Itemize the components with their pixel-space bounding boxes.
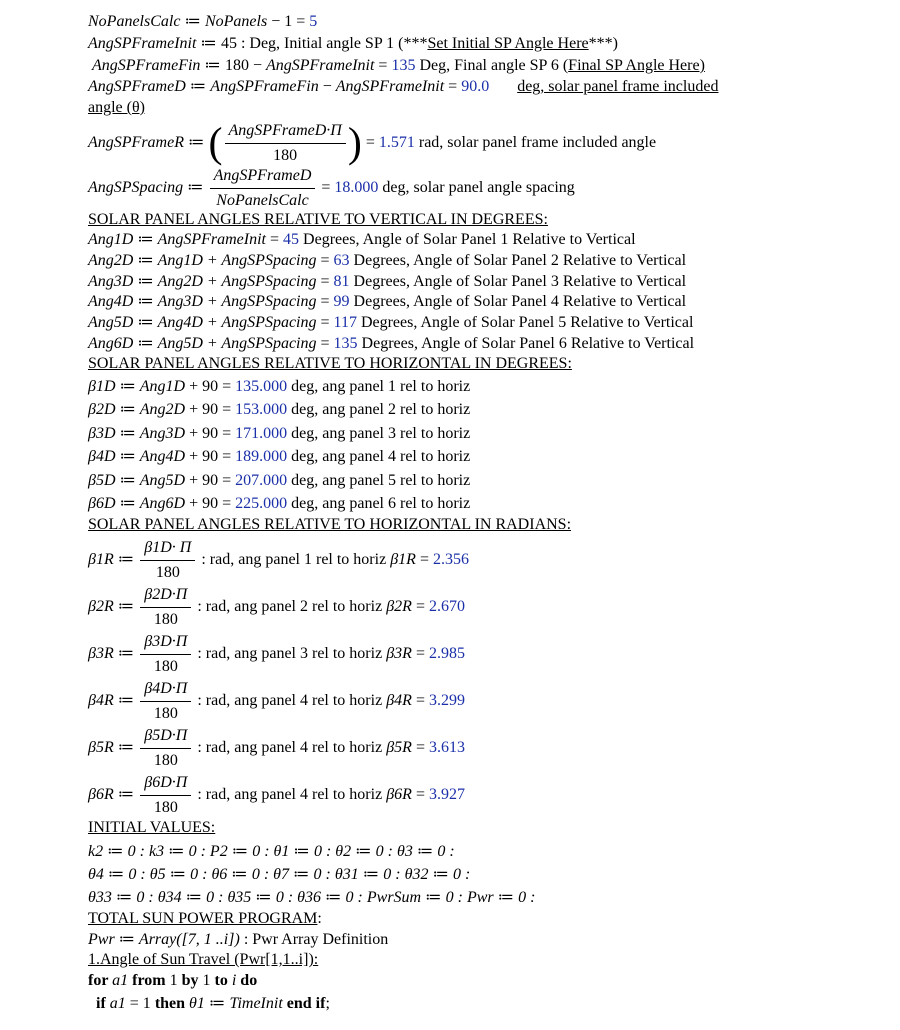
horiz-deg-row: β6D ≔ Ang6D + 90 = 225.000 deg, ang panel 6 rel to horiz	[88, 495, 471, 512]
vert-row: Ang6D ≔ Ang5D + AngSPSpacing = 135 Degrees, Angle of Solar Panel 6 Relative to Vertical	[88, 335, 695, 352]
horiz-deg-row: β3D ≔ Ang3D + 90 = 171.000 deg, ang panel 3 rel to horiz	[88, 425, 471, 442]
horiz-rad-row: β1R ≔ $\frac{\beta 1D\cdot \Pi}{180}$ : rad, ang panel 1 rel to horiz β1R = 2.356	[88, 539, 469, 581]
heading-horizontal-degrees: SOLAR PANEL ANGLES RELATIVE TO HORIZONTAL IN DEGREES:	[88, 355, 572, 372]
horiz-rad-row: β3R ≔ $\frac{\beta 3D\cdot\Pi}{180}$ : rad, ang panel 3 rel to horiz β3R = 2.985	[88, 633, 465, 675]
right-paren: )	[347, 120, 362, 167]
heading-horizontal-radians: SOLAR PANEL ANGLES RELATIVE TO HORIZONTAL IN RADIANS:	[88, 516, 572, 533]
horiz-rad-row: β4R ≔ $\frac{\beta 4D\cdot\Pi}{180}$ : rad, ang panel 4 rel to horiz β4R = 3.299	[88, 680, 465, 722]
fraction: $\frac{\text{AngSPFrameD·Π}}{180}$	[225, 121, 346, 166]
vert-row: Ang3D ≔ Ang2D + AngSPSpacing = 81 Degrees, Angle of Solar Panel 3 Relative to Vertical	[88, 273, 687, 290]
horiz-deg-row: β4D ≔ Ang4D + 90 = 189.000 deg, ang panel 4 rel to horiz	[88, 448, 471, 465]
vert-row: Ang4D ≔ Ang3D + AngSPSpacing = 99 Degrees, Angle of Solar Panel 4 Relative to Vertical	[88, 293, 687, 310]
horiz-deg-row: β2D ≔ Ang2D + 90 = 153.000 deg, ang panel 2 rel to horiz	[88, 401, 471, 418]
heading-initial-values: INITIAL VALUES:	[88, 819, 216, 836]
init-line-3: θ33 ≔ 0 : θ34 ≔ 0 : θ35 ≔ 0 : θ36 ≔ 0 : PwrSum ≔ 0 : Pwr ≔ 0 :	[88, 889, 536, 906]
heading-angle-sun-travel: 1.Angle of Sun Travel (Pwr[1,1..i]):	[88, 951, 319, 968]
code-if-statement: if a1 = 1 then θ1 ≔ TimeInit end if;	[96, 995, 330, 1012]
result-value: 135	[391, 57, 416, 74]
horiz-rad-row: β6R ≔ $\frac{\beta 6D\cdot\Pi}{180}$ : rad, ang panel 4 rel to horiz β6R = 3.927	[88, 774, 465, 816]
init-line-1: k2 ≔ 0 : k3 ≔ 0 : P2 ≔ 0 : θ1 ≔ 0 : θ2 ≔ 0 : θ3 ≔ 0 :	[88, 843, 455, 860]
line-pwr-array: Pwr ≔ Array([7, 1 ..i]) : Pwr Array Definition	[88, 931, 389, 948]
var-nopanelscalc: NoPanelsCalc	[88, 13, 181, 30]
line-nopanelscalc: NoPanelsCalc ≔ NoPanels − 1 = 5	[88, 13, 318, 30]
result-value: 90.0	[461, 78, 490, 95]
result-value: 18.000	[334, 179, 379, 197]
vert-row: Ang2D ≔ Ang1D + AngSPSpacing = 63 Degrees, Angle of Solar Panel 2 Relative to Vertical	[88, 252, 687, 269]
code-for-loop: for a1 from 1 by 1 to i do	[88, 972, 258, 989]
vert-row: Ang5D ≔ Ang4D + AngSPSpacing = 117 Degrees, Angle of Solar Panel 5 Relative to Vertical	[88, 314, 694, 331]
fraction: $\frac{\text{AngSPFrameD}}{\text{NoPanelsCalc}}$	[210, 166, 316, 211]
result-value: 5	[309, 13, 318, 30]
left-paren: (	[208, 120, 223, 167]
line-angspframeinit: AngSPFrameInit ≔ 45 : Deg, Initial angle SP 1 (***Set Initial SP Angle Here***)	[88, 35, 618, 52]
line-angspspacing: AngSPSpacing ≔ $\frac{\text{AngSPFrameD}}{\text{NoPanelsCalc}}$ = 18.000 deg, solar panel angle spacing	[88, 167, 575, 209]
horiz-deg-row: β1D ≔ Ang1D + 90 = 135.000 deg, ang panel 1 rel to horiz	[88, 378, 471, 395]
horiz-deg-row: β5D ≔ Ang5D + 90 = 207.000 deg, ang panel 5 rel to horiz	[88, 472, 471, 489]
line-angspframer: AngSPFrameR ≔ ( $\frac{\text{AngSPFrameD·Π}}{180}$ ) = 1.571 rad, solar panel frame included angle	[88, 120, 657, 167]
horiz-rad-row: β5R ≔ $\frac{\beta 5D\cdot\Pi}{180}$ : rad, ang panel 4 rel to horiz β5R = 3.613	[88, 727, 465, 769]
heading-vertical-degrees: SOLAR PANEL ANGLES RELATIVE TO VERTICAL IN DEGREES:	[88, 211, 548, 228]
heading-total-sun-power: TOTAL SUN POWER PROGRAM:	[88, 910, 322, 927]
line-angspframed: AngSPFrameD ≔ AngSPFrameFin − AngSPFrameInit = 90.0 deg, solar panel frame included	[88, 78, 719, 95]
vert-row: Ang1D ≔ AngSPFrameInit = 45 Degrees, Angle of Solar Panel 1 Relative to Vertical	[88, 231, 636, 248]
result-value: 1.571	[378, 134, 415, 151]
init-line-2: θ4 ≔ 0 : θ5 ≔ 0 : θ6 ≔ 0 : θ7 ≔ 0 : θ31 ≔ 0 : θ32 ≔ 0 :	[88, 866, 471, 883]
line-angspframefin: AngSPFrameFin ≔ 180 − AngSPFrameInit = 135 Deg, Final angle SP 6 (Final SP Angle Here)	[92, 57, 705, 74]
horiz-rad-row: β2R ≔ $\frac{\beta 2D\cdot\Pi}{180}$ : rad, ang panel 2 rel to horiz β2R = 2.670	[88, 586, 465, 628]
line-angle-theta: angle (θ)	[88, 99, 145, 116]
